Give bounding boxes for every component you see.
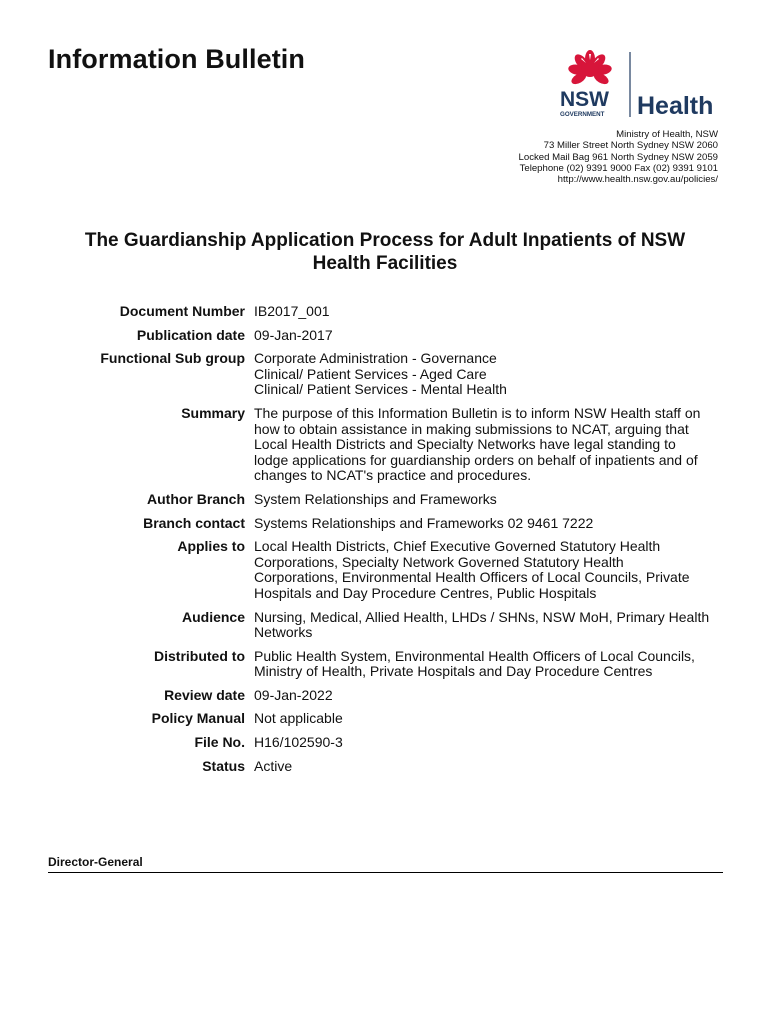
field-value: IB2017_001 bbox=[254, 303, 330, 319]
field-label: Audience bbox=[181, 608, 245, 625]
document-title-line: Health Facilities bbox=[312, 253, 458, 274]
signature-rule bbox=[48, 872, 723, 873]
field-row-policy-manual bbox=[60, 711, 735, 735]
policies-link[interactable]: http://www.health.nsw.gov.au/policies/ bbox=[557, 174, 718, 186]
field-label: Functional Sub group bbox=[100, 350, 245, 367]
field-row-functional-sub-group bbox=[60, 351, 735, 406]
field-label: Author Branch bbox=[147, 490, 245, 507]
field-value: Public Health System, Environmental Health Officers of Local Councils, Ministry of Health, Private Hospitals and Day Procedure Centres bbox=[254, 647, 695, 680]
health-wordmark: Health bbox=[637, 92, 714, 120]
field-value: The purpose of this Information Bulletin is to inform NSW Health staff on how to obtain assistance in making submissions to NCAT, arguing that Local Health Districts and Specialty Networks have legal standing to lodge applications for guardianship orders on behalf of inpatients and of changes to NCAT's practice and procedures. bbox=[254, 404, 701, 484]
address-line: Locked Mail Bag 961 North Sydney NSW 2059 bbox=[518, 151, 718, 163]
field-value: System Relationships and Frameworks bbox=[254, 490, 497, 507]
field-row-review-date bbox=[60, 688, 735, 712]
document-title-line: The Guardianship Application Process for Adult Inpatients of NSW bbox=[84, 230, 686, 251]
field-row-publication-date bbox=[60, 328, 735, 352]
field-row-summary bbox=[60, 406, 735, 492]
government-subtext: GOVERNMENT bbox=[560, 111, 605, 118]
field-row-distributed-to bbox=[60, 649, 735, 688]
signatory-label: Director-General bbox=[48, 855, 143, 869]
address-line: 73 Miller Street North Sydney NSW 2060 bbox=[543, 140, 718, 152]
address-line: Ministry of Health, NSW bbox=[616, 129, 718, 140]
field-label: Publication date bbox=[136, 326, 245, 343]
field-row-document-number bbox=[60, 304, 735, 328]
field-value: Nursing, Medical, Allied Health, LHDs / SHNs, NSW MoH, Primary Health Networks bbox=[254, 608, 710, 641]
field-row-branch-contact bbox=[60, 516, 735, 540]
field-label: Status bbox=[202, 757, 245, 774]
field-value: Systems Relationships and Frameworks 02 9461 7222 bbox=[254, 514, 594, 531]
field-row-audience bbox=[60, 610, 735, 649]
field-label: File No. bbox=[194, 734, 245, 751]
field-row-file-no bbox=[60, 735, 735, 759]
field-label: Policy Manual bbox=[151, 710, 245, 727]
bulletin-title: Information Bulletin bbox=[48, 44, 305, 74]
field-value: 09-Jan-2022 bbox=[254, 686, 333, 703]
field-value: 09-Jan-2017 bbox=[254, 326, 333, 343]
address-line: Telephone (02) 9391 9000 Fax (02) 9391 9101 bbox=[519, 162, 718, 174]
field-row-status bbox=[60, 759, 735, 783]
field-row-author-branch bbox=[60, 492, 735, 516]
field-label: Document Number bbox=[119, 303, 245, 319]
field-row-applies-to bbox=[60, 539, 735, 609]
field-value: H16/102590-3 bbox=[254, 734, 343, 751]
document-details-table bbox=[60, 304, 735, 782]
field-label: Summary bbox=[181, 404, 245, 421]
nsw-health-logo bbox=[557, 50, 722, 120]
field-value: Corporate Administration - Governance Clinical/ Patient Services - Aged Care Clinical/ Patient Services - Mental Health bbox=[254, 350, 507, 398]
field-label: Review date bbox=[164, 686, 245, 703]
nsw-wordmark: NSW bbox=[560, 88, 609, 111]
field-label: Applies to bbox=[177, 538, 245, 555]
field-label: Distributed to bbox=[154, 647, 245, 664]
field-value: Active bbox=[254, 757, 293, 774]
ministry-address bbox=[519, 129, 718, 185]
field-label: Branch contact bbox=[143, 514, 245, 531]
field-value: Local Health Districts, Chief Executive Governed Statutory Health Corporations, Specialty Network Governed Statutory Health Corporations, Environmental Health Officers of Local Councils, Private Hospitals and Day Procedure Centres, Public Hospitals bbox=[254, 538, 690, 601]
field-value: Not applicable bbox=[254, 710, 343, 727]
document-title bbox=[40, 229, 730, 275]
